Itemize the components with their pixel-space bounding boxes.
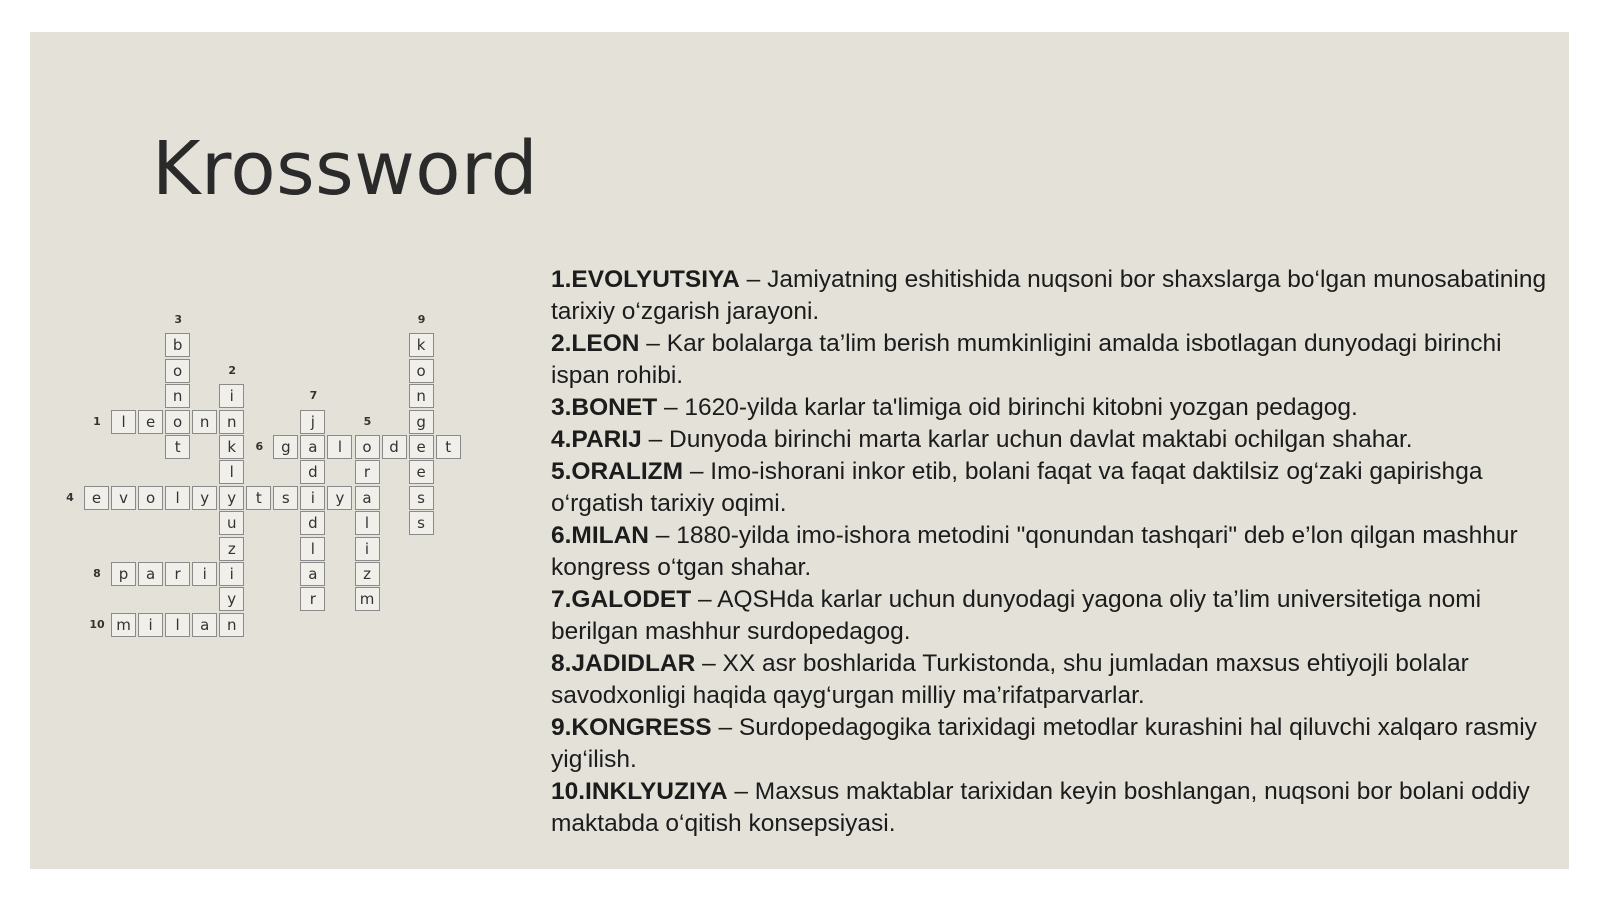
crossword-cell: i — [219, 562, 244, 586]
crossword-cell: a — [355, 486, 380, 510]
crossword-number: 10 — [89, 617, 105, 631]
crossword-cell: s — [273, 486, 298, 510]
clue-item — [551, 456, 1561, 520]
crossword-cell: z — [219, 537, 244, 561]
crossword-cell: y — [219, 486, 244, 510]
clue-item — [551, 584, 1561, 648]
crossword-cell: o — [165, 359, 190, 383]
clue-item — [551, 264, 1561, 328]
crossword-cell: n — [219, 410, 244, 434]
crossword-cell: l — [300, 537, 325, 561]
clue-item — [551, 520, 1561, 584]
clue-text: – 1620-yilda karlar ta'limiga oid birinchi kitobni yozgan pedagog. — [657, 394, 1358, 421]
clue-item — [551, 712, 1561, 776]
crossword-grid — [30, 32, 530, 869]
clue-term: 3.BONET — [551, 394, 658, 421]
crossword-cell: l — [327, 435, 352, 459]
crossword-cell: t — [246, 486, 271, 510]
crossword-cell: u — [219, 511, 244, 535]
clue-text: – Imo-ishorani inkor etib, bolani faqat va faqat daktilsiz og‘zaki gapirishga o‘rgatish tarixiy oqimi. — [551, 458, 1483, 517]
crossword-cell: m — [355, 587, 380, 611]
crossword-cell: a — [300, 562, 325, 586]
crossword-cell: o — [355, 435, 380, 459]
clue-term: 10.INKLYUZIYA — [551, 778, 728, 805]
crossword-cell: y — [192, 486, 217, 510]
crossword-number: 7 — [309, 389, 318, 403]
crossword-cell: o — [138, 486, 163, 510]
crossword-cell: a — [300, 435, 325, 459]
crossword-cell: t — [436, 435, 461, 459]
clue-term: 8.JADIDLAR — [551, 650, 696, 677]
crossword-cell: g — [273, 435, 298, 459]
clue-item — [551, 392, 1561, 424]
clue-item — [551, 776, 1561, 840]
crossword-cell: l — [219, 460, 244, 484]
crossword-number: 9 — [417, 313, 426, 326]
crossword-cell: i — [355, 537, 380, 561]
clue-text: – Dunyoda birinchi marta karlar uchun davlat maktabi ochilgan shahar. — [641, 426, 1413, 453]
crossword-cell: n — [165, 384, 190, 408]
crossword-cell: k — [219, 435, 244, 459]
crossword-number: 8 — [93, 567, 101, 580]
crossword-cell: j — [300, 410, 325, 434]
crossword-cell: y — [327, 486, 352, 510]
crossword-cell: s — [409, 511, 434, 535]
crossword-cell: a — [192, 613, 217, 637]
clue-item — [551, 648, 1561, 712]
crossword-cell: d — [300, 460, 325, 484]
crossword-cell: n — [192, 410, 217, 434]
clue-item — [551, 328, 1561, 392]
crossword-cell: i — [219, 384, 244, 408]
clue-text: – Surdopedagogika tarixidagi metodlar kurashini hal qiluvchi xalqaro rasmiy yig‘ilish. — [551, 714, 1537, 773]
clue-text: – Maxsus maktablar tarixidan keyin boshlangan, nuqsoni bor bolani oddiy maktabda o‘qitish konsepsiyasi. — [551, 778, 1530, 837]
crossword-cell: m — [111, 613, 136, 637]
crossword-cell: l — [355, 511, 380, 535]
crossword-cell: s — [409, 486, 434, 510]
crossword-cell: r — [300, 587, 325, 611]
crossword-cell: r — [355, 460, 380, 484]
crossword-number: 5 — [363, 414, 372, 428]
clue-item — [551, 424, 1561, 456]
clue-term: 6.MILAN — [551, 522, 649, 549]
crossword-cell: t — [165, 435, 190, 459]
crossword-number: 4 — [66, 490, 74, 504]
crossword-cell: n — [409, 384, 434, 408]
crossword-cell: l — [165, 486, 190, 510]
crossword-number: 1 — [93, 414, 101, 428]
crossword-cell: e — [409, 460, 434, 484]
clue-text: – 1880-yilda imo-ishora metodini "qonundan tashqari" deb e’lon qilgan mashhur kongress o‘tgan shahar. — [551, 522, 1518, 581]
crossword-cell: o — [409, 359, 434, 383]
crossword-cell: r — [165, 562, 190, 586]
crossword-cell: d — [382, 435, 407, 459]
crossword-cell: n — [219, 613, 244, 637]
clue-text: – Kar bolalarga ta’lim berish mumkinligini amalda isbotlagan dunyodagi birinchi ispan rohibi. — [551, 330, 1502, 389]
clue-term: 4.PARIJ — [551, 426, 642, 453]
crossword-cell: e — [138, 410, 163, 434]
crossword-cell: i — [138, 613, 163, 637]
clue-text: – Jamiyatning eshitishida nuqsoni bor shaxslarga bo‘lgan munosabatining tarixiy o‘zgarish jarayoni. — [551, 266, 1547, 325]
crossword-number: 3 — [174, 313, 182, 326]
crossword-cell: l — [165, 613, 190, 637]
crossword-cell: d — [300, 511, 325, 535]
crossword-cell: l — [111, 410, 136, 434]
crossword-cell: o — [165, 410, 190, 434]
clue-term: 5.ORALIZM — [551, 458, 684, 485]
crossword-cell: z — [355, 562, 380, 586]
crossword-cell: i — [192, 562, 217, 586]
slide-title: Krossword — [152, 126, 539, 212]
crossword-cell: y — [219, 587, 244, 611]
clue-term: 2.LEON — [551, 330, 640, 357]
crossword-cell: i — [300, 486, 325, 510]
crossword-cell: v — [111, 486, 136, 510]
crossword-cell: p — [111, 562, 136, 586]
slide — [30, 32, 1569, 869]
clue-term: 1.EVOLYUTSIYA — [551, 266, 740, 293]
crossword-cell: e — [84, 486, 109, 510]
clue-list — [551, 264, 1561, 840]
clue-text: – XX asr boshlarida Turkistonda, shu jumladan maxsus ehtiyojli bolalar savodxonligi haqida qayg‘urgan milliy ma’rifatparvarlar. — [551, 650, 1469, 709]
crossword-number: 2 — [228, 363, 237, 377]
crossword-cell: a — [138, 562, 163, 586]
clue-text: – AQSHda karlar uchun dunyodagi yagona oliy ta’lim universitetiga nomi berilgan mashhur surdopedagog. — [551, 586, 1482, 645]
crossword-cell: e — [409, 435, 434, 459]
clue-term: 9.KONGRESS — [551, 714, 712, 741]
crossword-cell: g — [409, 410, 434, 434]
crossword-cell: k — [409, 333, 434, 357]
crossword-cell: b — [165, 333, 190, 357]
crossword-number: 6 — [255, 440, 264, 453]
clue-term: 7.GALODET — [551, 586, 692, 613]
